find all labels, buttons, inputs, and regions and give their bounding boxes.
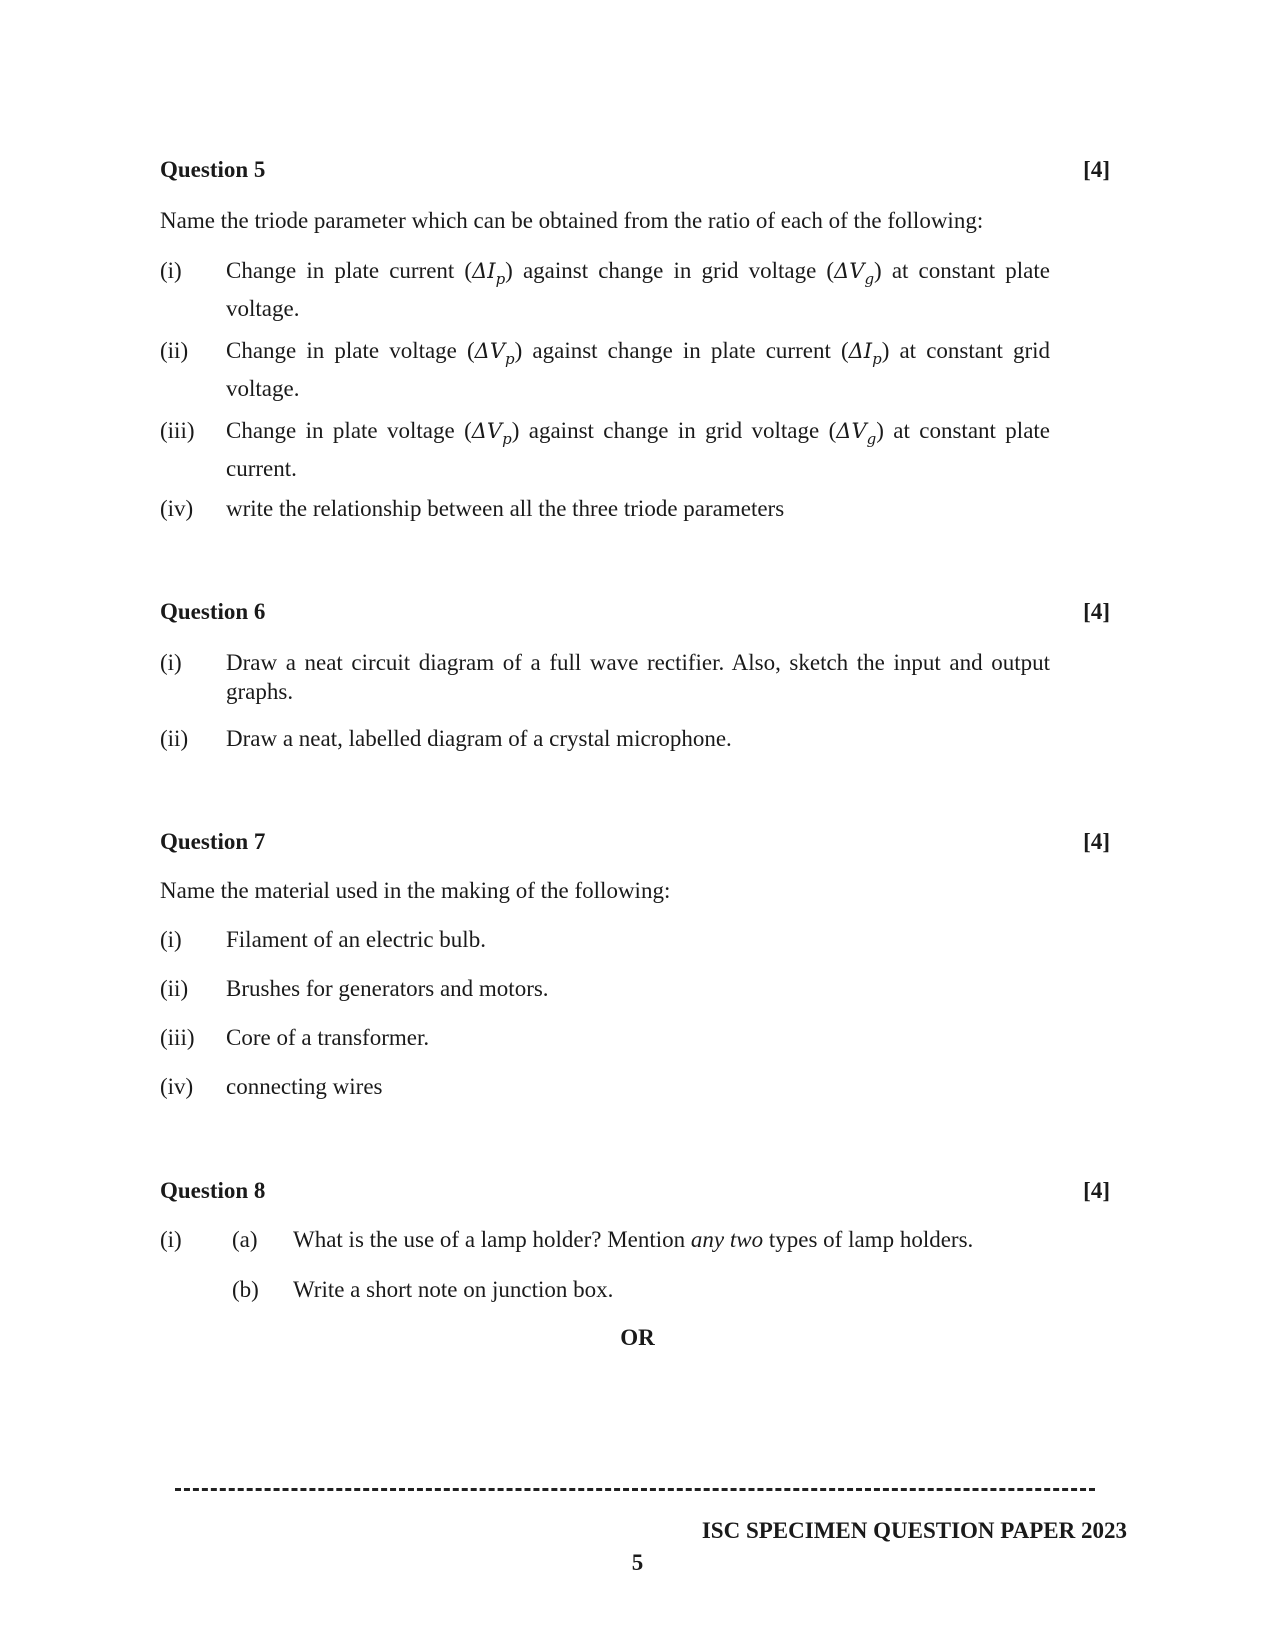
footer-divider [175,1488,1095,1491]
q5-item-4 [160,494,1050,523]
q6-item-2-number: (ii) [160,726,189,751]
q5-item-1-number: (i) [160,258,182,283]
question-5-intro: Name the triode parameter which can be obtained from the ratio of each of the following: [160,208,984,233]
q7-item-2-number: (ii) [160,976,189,1001]
question-8-marks: [4] [1083,1178,1110,1203]
question-7-title: Question 7 [160,829,266,854]
q8-subitem-a [232,1225,1072,1254]
question-5-title: Question 5 [160,157,266,182]
q5-item-2-text: Change in plate voltage $(\Delta V_p)$ against change in plate current $(\Delta I_p)$ at constant grid voltage. [226,338,1051,401]
q5-item-3-text: Change in plate voltage $(\Delta V_p)$ against change in grid voltage $(\Delta V_g)$ at constant plate current. [226,418,1051,481]
q5-item-1-text: Change in plate current $(\Delta I_p)$ against change in grid voltage $(\Delta V_g)$ at constant plate voltage. [226,258,1050,321]
q8-part-number: (i) [160,1227,182,1252]
q7-item-1-number: (i) [160,927,182,952]
q5-item-1 [160,256,1050,323]
question-8-heading [160,1176,1110,1205]
q7-item-3-text: Core of a transformer. [226,1025,430,1050]
q8-subitem-a-number: (a) [232,1227,258,1252]
q8-subitem-a-text: What is the use of a lamp holder? Mention any two types of lamp holders. [293,1227,974,1252]
q7-item-4 [160,1072,1050,1101]
q6-item-1-text: Draw a neat circuit diagram of a full wave rectifier. Also, sketch the input and output graphs. [226,650,1050,704]
question-7-heading [160,827,1110,856]
q6-item-1-number: (i) [160,650,182,675]
q6-item-2-text: Draw a neat, labelled diagram of a crystal microphone. [226,726,732,751]
page-number: 5 [631,1550,644,1575]
q8-subitem-b-number: (b) [232,1277,259,1302]
question-6-title: Question 6 [160,599,266,624]
q5-item-2 [160,336,1050,403]
q8-subitem-b [232,1275,1072,1304]
q8-subitem-b-text: Write a short note on junction box. [293,1277,614,1302]
question-6-marks: [4] [1083,599,1110,624]
q5-item-4-text: write the relationship between all the three triode parameters [226,496,785,521]
question-5-marks: [4] [1083,157,1110,182]
q7-item-4-number: (iv) [160,1074,194,1099]
q7-item-1-text: Filament of an electric bulb. [226,927,486,952]
q6-item-2 [160,724,1050,753]
question-5-heading [160,155,1110,184]
q5-item-4-number: (iv) [160,496,194,521]
q5-item-3 [160,416,1050,483]
q5-item-3-number: (iii) [160,418,195,443]
question-8-title: Question 8 [160,1178,266,1203]
q7-item-3-number: (iii) [160,1025,195,1050]
question-7-marks: [4] [1083,829,1110,854]
question-6-heading [160,597,1110,626]
footer-title: ISC SPECIMEN QUESTION PAPER 2023 [701,1518,1127,1543]
q7-item-2-text: Brushes for generators and motors. [226,976,549,1001]
or-separator: OR [620,1325,655,1350]
q7-item-2 [160,974,1050,1003]
q5-item-2-number: (ii) [160,338,189,363]
question-7-intro: Name the material used in the making of the following: [160,878,671,903]
q7-item-4-text: connecting wires [226,1074,383,1099]
q6-item-1 [160,648,1050,706]
q7-item-3 [160,1023,1050,1052]
q7-item-1 [160,925,1050,954]
